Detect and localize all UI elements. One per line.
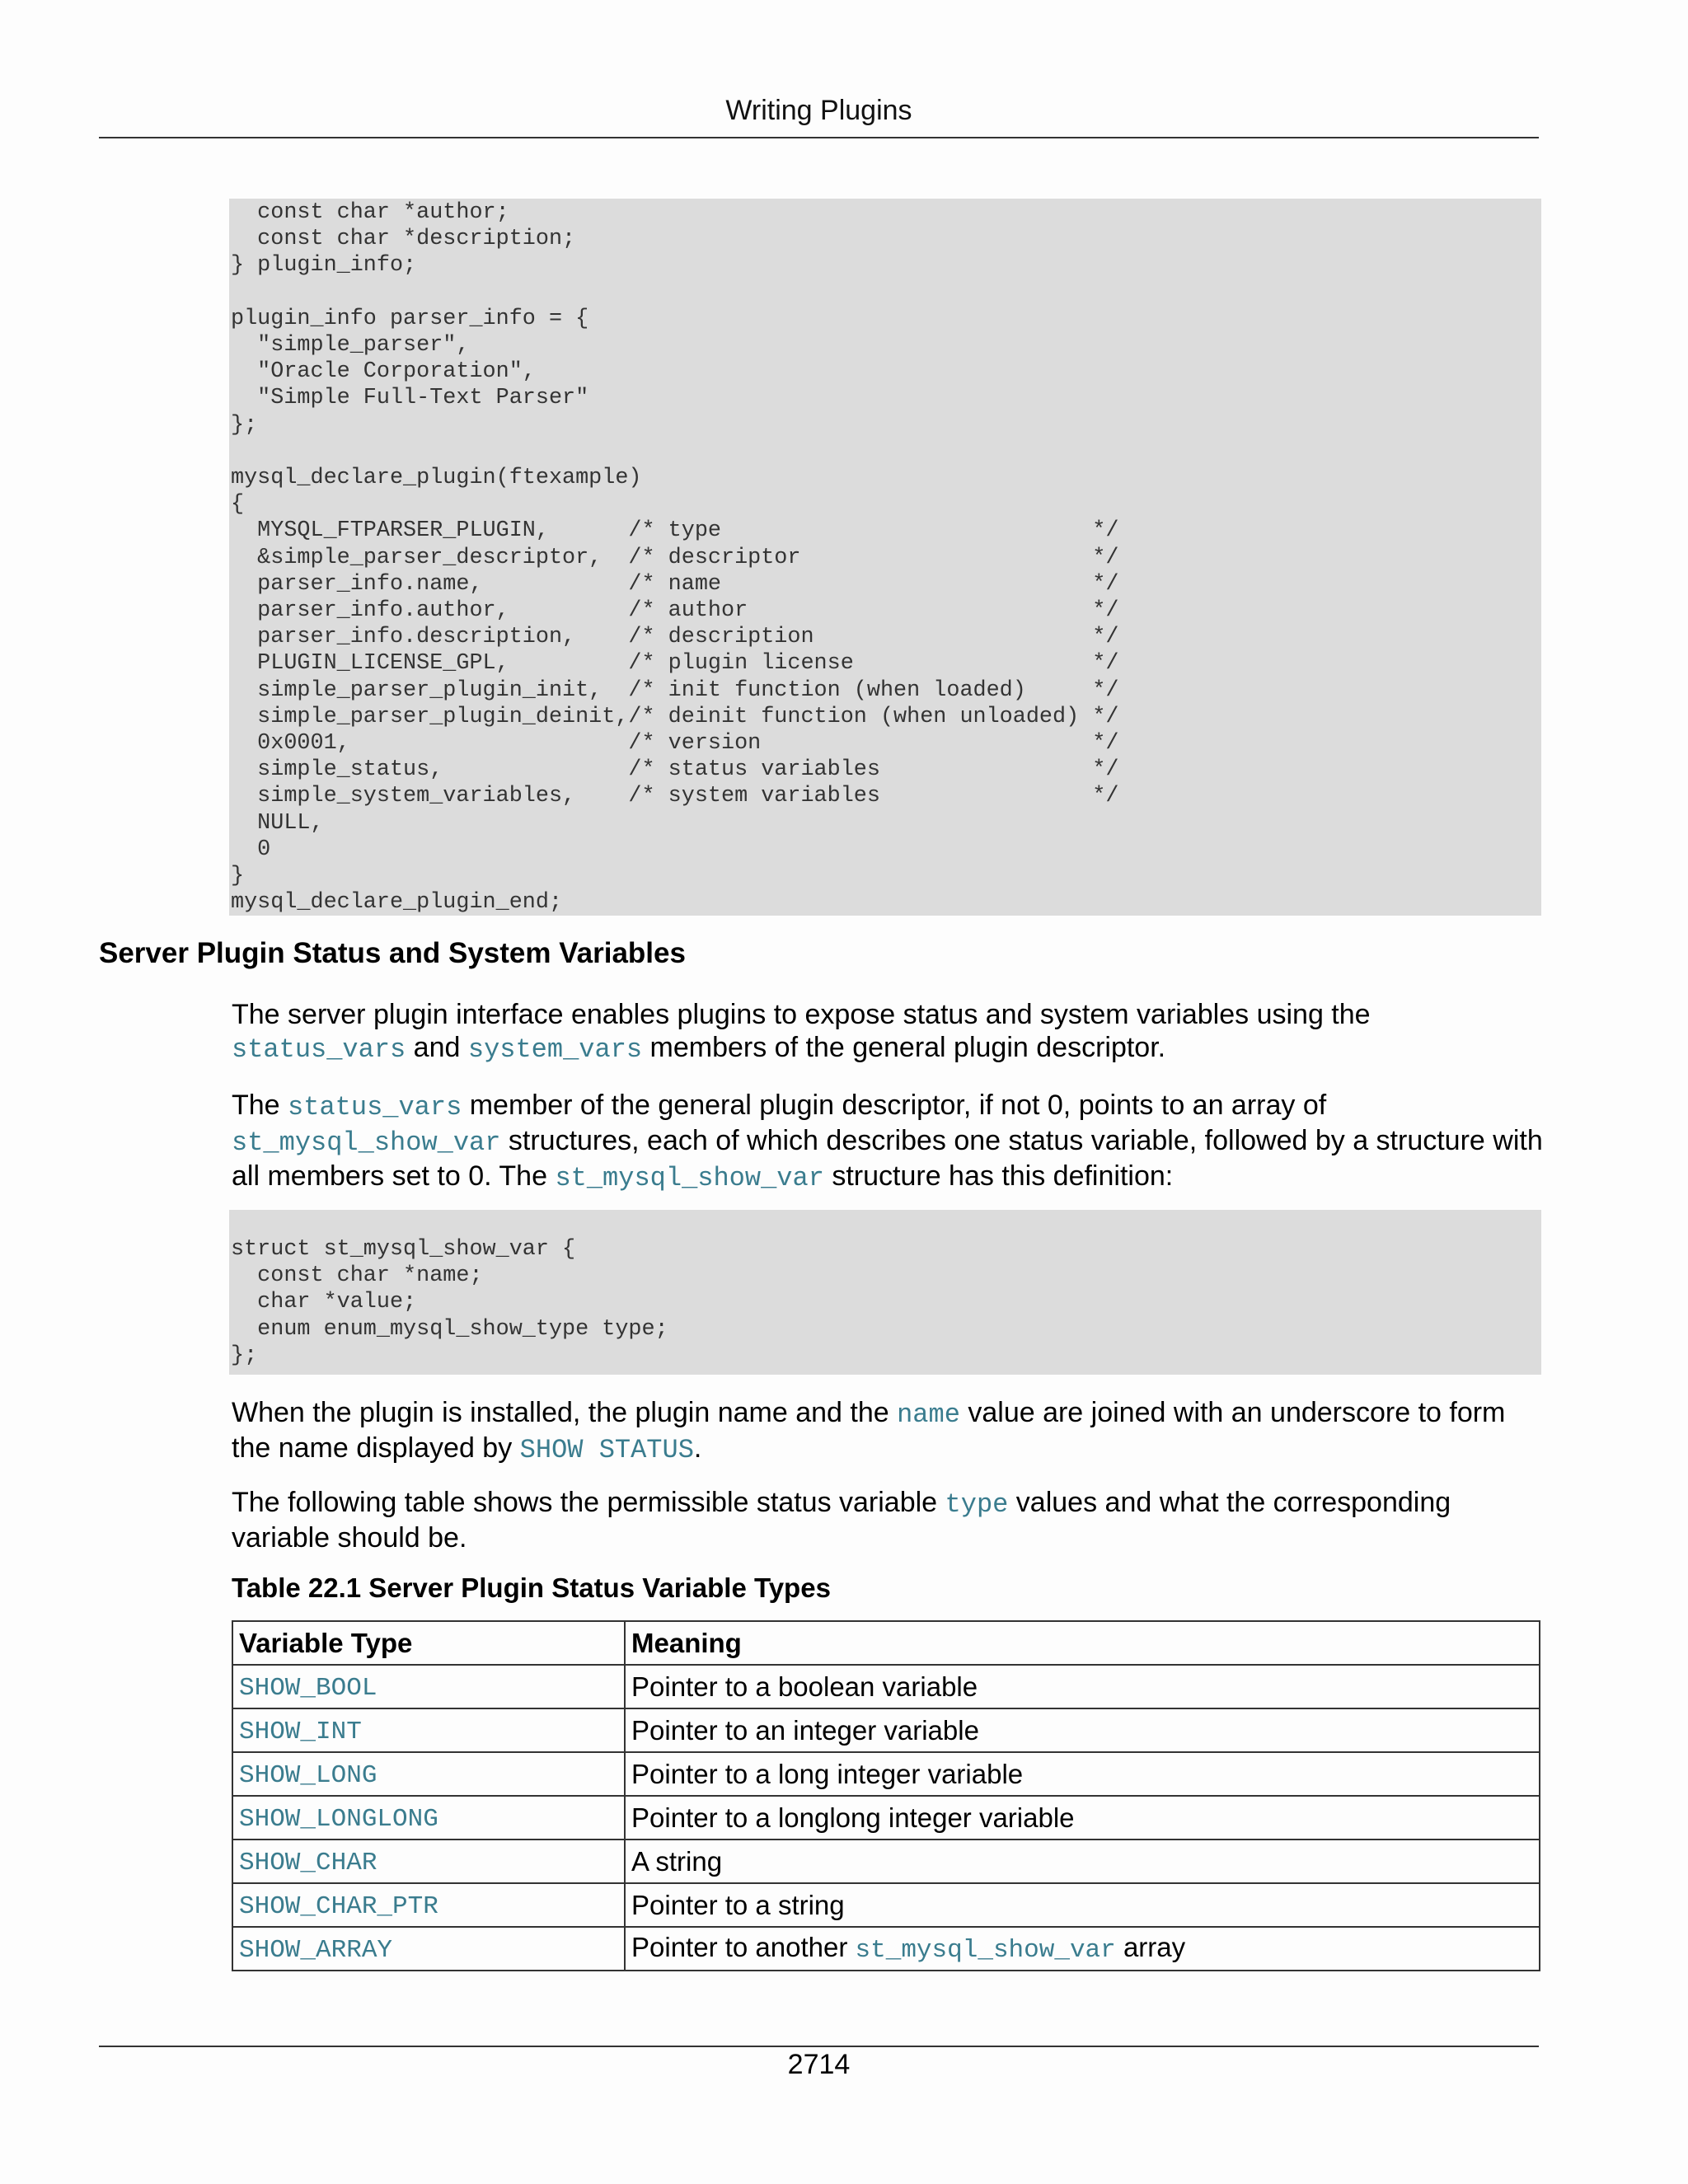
meaning-cell: Pointer to a long integer variable xyxy=(625,1752,1540,1796)
table-row xyxy=(232,1796,1540,1840)
table-header-row xyxy=(232,1621,1540,1665)
variable-type-cell: SHOW_CHAR xyxy=(232,1840,625,1883)
paragraph-table-intro: The following table shows the permissible status variable type values and what the corresponding variable should be. xyxy=(232,1487,1451,1554)
table-row xyxy=(232,1927,1540,1971)
meaning-cell: A string xyxy=(625,1840,1540,1883)
table-row xyxy=(232,1840,1540,1883)
section-heading: Server Plugin Status and System Variables xyxy=(99,937,686,969)
inline-code: name xyxy=(897,1399,960,1430)
variable-type-cell: SHOW_BOOL xyxy=(232,1665,625,1708)
inline-code: system_vars xyxy=(467,1034,643,1065)
paragraph-status-vars: The status_vars member of the general plugin descriptor, if not 0, points to an array of st_mysql_show_var structures, each of which describes one status variable, followed by a structure with all members set to 0. The st_mysql_show_var structure has this definition: xyxy=(232,1090,1543,1193)
variable-type-cell: SHOW_CHAR_PTR xyxy=(232,1883,625,1927)
header-rule xyxy=(99,137,1539,138)
code-block-struct-definition: struct st_mysql_show_var { const char *name; char *value; enum enum_mysql_show_type type; }; xyxy=(229,1210,1541,1375)
table-row xyxy=(232,1752,1540,1796)
meaning-cell: Pointer to a longlong integer variable xyxy=(625,1796,1540,1840)
inline-code: type xyxy=(945,1489,1009,1520)
page-header-title: Writing Plugins xyxy=(725,95,912,126)
variable-type-cell: SHOW_LONG xyxy=(232,1752,625,1796)
variable-type-cell: SHOW_ARRAY xyxy=(232,1927,625,1971)
meaning-cell: Pointer to an integer variable xyxy=(625,1708,1540,1752)
inline-code: status_vars xyxy=(288,1092,462,1122)
column-header-meaning: Meaning xyxy=(625,1621,1540,1665)
variable-type-cell: SHOW_LONGLONG xyxy=(232,1796,625,1840)
page-number: 2714 xyxy=(787,2049,851,2080)
variable-type-cell: SHOW_INT xyxy=(232,1708,625,1752)
meaning-cell: Pointer to a boolean variable xyxy=(625,1665,1540,1708)
status-variable-types-table xyxy=(232,1620,1540,1971)
table-caption: Table 22.1 Server Plugin Status Variable Types xyxy=(232,1572,831,1603)
inline-code: st_mysql_show_var xyxy=(555,1163,824,1193)
meaning-cell: Pointer to a string xyxy=(625,1883,1540,1927)
inline-code: st_mysql_show_var xyxy=(855,1935,1116,1965)
inline-code: status_vars xyxy=(232,1034,406,1065)
paragraph-intro: The server plugin interface enables plugins to expose status and system variables using the status_vars and system_vars members of the general plugin descriptor. xyxy=(232,999,1371,1065)
table-row xyxy=(232,1883,1540,1927)
code-block-plugin-declaration: const char *author; const char *description; } plugin_info; plugin_info parser_info = { "simple_parser", "Oracle Corporation", "Simple Full-Text Parser" }; mysql_declare_plugin(ftexample) { MYSQL_FTPARSER_PLUGIN, /* type */ &simple_parser_descriptor, /* descriptor */ parser_info.name, /* name */ parser_info.author, /* author */ parser_info.description, /* description */ PLUGIN_LICENSE_GPL, /* plugin license */ simple_parser_plugin_init, /* init function (when loaded) */ simple_parser_plugin_deinit,/* deinit function (when unloaded) */ 0x0001, /* version */ simple_status, /* status variables */ simple_system_variables, /* system variables */ NULL, 0 } mysql_declare_plugin_end; xyxy=(229,199,1541,916)
table-row xyxy=(232,1665,1540,1708)
inline-code: st_mysql_show_var xyxy=(232,1127,501,1158)
inline-code: SHOW STATUS xyxy=(519,1435,694,1465)
paragraph-install-name: When the plugin is installed, the plugin name and the name value are joined with an underscore to form the name displayed by SHOW STATUS. xyxy=(232,1397,1506,1465)
footer-rule xyxy=(99,2046,1539,2047)
table-row xyxy=(232,1708,1540,1752)
meaning-cell: Pointer to another st_mysql_show_var array xyxy=(625,1927,1540,1971)
column-header-variable-type: Variable Type xyxy=(232,1621,625,1665)
